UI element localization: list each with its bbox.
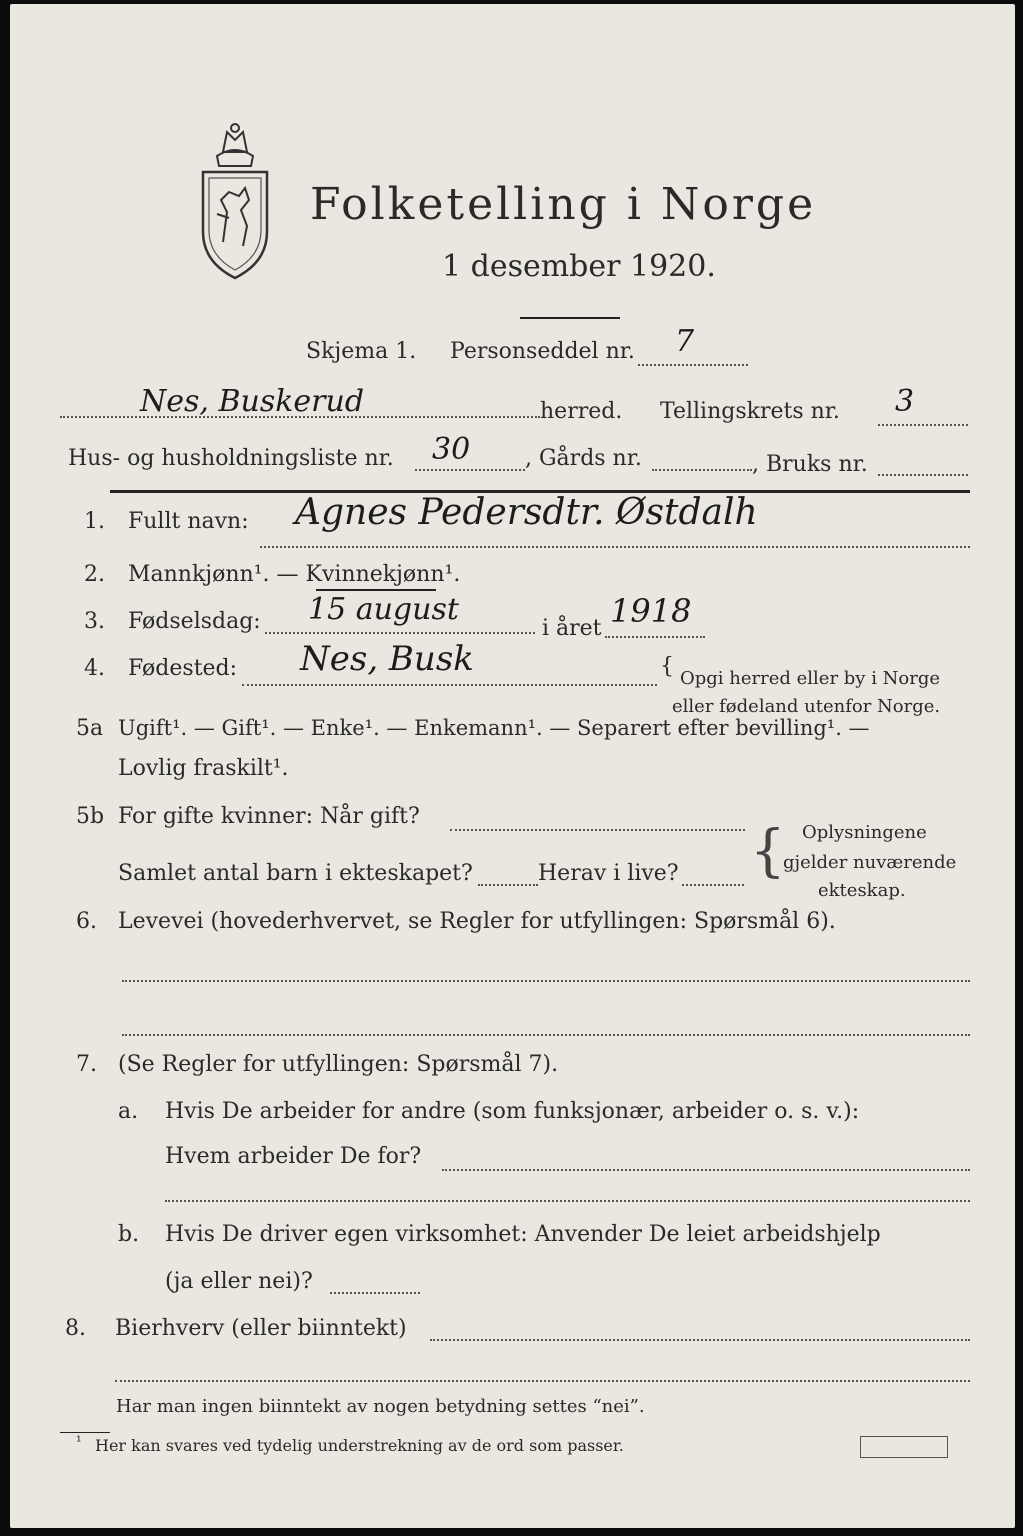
q4-birthplace-value: Nes, Busk bbox=[300, 639, 474, 679]
q7-label: (Se Regler for utfyllingen: Spørsmål 7). bbox=[118, 1052, 559, 1077]
norway-coat-of-arms-icon bbox=[193, 122, 277, 282]
q5a-options-line2: Lovlig fraskilt¹. bbox=[118, 756, 289, 781]
q7b-number: b. bbox=[118, 1222, 140, 1247]
census-form-page bbox=[10, 4, 1015, 1528]
q5b-note-line2: gjelder nuværende bbox=[783, 852, 957, 873]
q7a-number: a. bbox=[118, 1099, 139, 1124]
q6-line1 bbox=[122, 980, 970, 982]
footnote-mark: ¹ bbox=[76, 1434, 82, 1450]
q5a-number: 5a bbox=[76, 716, 104, 741]
q5b-children-line bbox=[478, 884, 538, 886]
q8-note: Har man ingen biinntekt av nogen betydning settes “nei”. bbox=[116, 1396, 645, 1417]
tellingskrets-label: Tellingskrets nr. bbox=[660, 399, 840, 424]
q3-label: Fødselsdag: bbox=[128, 609, 261, 634]
q2-number: 2. bbox=[84, 562, 105, 587]
q5b-when-married-line bbox=[450, 829, 745, 831]
personseddel-value: 7 bbox=[675, 324, 695, 359]
q8-number: 8. bbox=[65, 1316, 86, 1341]
q1-line bbox=[260, 546, 970, 548]
q6-number: 6. bbox=[76, 909, 97, 934]
q6-line2 bbox=[122, 1034, 970, 1036]
tellingskrets-line bbox=[878, 424, 968, 426]
q7b-answer-line bbox=[330, 1292, 420, 1294]
q7a-line2: Hvem arbeider De for? bbox=[165, 1144, 422, 1169]
title-divider bbox=[520, 317, 620, 319]
q4-note-line2: eller fødeland utenfor Norge. bbox=[672, 696, 941, 717]
gards-line bbox=[652, 469, 752, 471]
q4-label: Fødested: bbox=[128, 656, 238, 681]
herred-label: herred. bbox=[540, 399, 623, 424]
q7b-line1: Hvis De driver egen virksomhet: Anvender De leiet arbeidshjelp bbox=[165, 1222, 881, 1247]
q8-answer-line2 bbox=[115, 1380, 970, 1382]
q2-underline-kvinnekjonn bbox=[316, 589, 436, 591]
q5a-options: Ugift¹. — Gift¹. — Enke¹. — Enkemann¹. — Separert efter bevilling¹. — bbox=[118, 716, 870, 740]
q7a-answer-line1 bbox=[442, 1169, 970, 1171]
q4-note-line1: Opgi herred eller by i Norge bbox=[680, 668, 941, 689]
q3-number: 3. bbox=[84, 609, 105, 634]
q3-year-line bbox=[605, 636, 705, 638]
footnote-divider bbox=[60, 1432, 110, 1433]
q8-label: Bierhverv (eller biinntekt) bbox=[115, 1316, 407, 1341]
q1-number: 1. bbox=[84, 509, 105, 534]
q5b-children-alive: Herav i live? bbox=[538, 861, 679, 886]
herred-value: Nes, Buskerud bbox=[140, 384, 365, 419]
q3-year-label: i året bbox=[542, 616, 602, 641]
schema-label: Skjema 1. bbox=[306, 339, 417, 364]
husliste-label: Hus- og husholdningsliste nr. bbox=[68, 446, 394, 471]
q7a-answer-line2 bbox=[165, 1200, 970, 1202]
q8-answer-line1 bbox=[430, 1339, 970, 1341]
q6-label: Levevei (hovederhvervet, se Regler for utfyllingen: Spørsmål 6). bbox=[118, 909, 836, 934]
q3-birthdate-value: 15 august bbox=[308, 592, 459, 627]
husliste-line bbox=[415, 469, 525, 471]
q5b-note-line3: ekteskap. bbox=[818, 880, 906, 901]
q5b-number: 5b bbox=[76, 804, 105, 829]
q3-year-value: 1918 bbox=[610, 592, 692, 630]
q5b-when-married: For gifte kvinner: Når gift? bbox=[118, 804, 420, 829]
personseddel-line bbox=[638, 364, 748, 366]
form-date: 1 desember 1920. bbox=[442, 249, 716, 284]
herred-line bbox=[60, 416, 540, 418]
personseddel-label: Personseddel nr. bbox=[450, 339, 635, 364]
q5b-alive-line bbox=[682, 884, 744, 886]
q1-full-name-value: Agnes Pedersdtr. Østdalh bbox=[295, 492, 758, 533]
q2-label: Mannkjønn¹. — Kvinnekjønn¹. bbox=[128, 562, 461, 587]
q4-brace: { bbox=[660, 654, 674, 679]
q7a-line1: Hvis De arbeider for andre (som funksjonær, arbeider o. s. v.): bbox=[165, 1099, 860, 1124]
tellingskrets-value: 3 bbox=[895, 384, 915, 419]
q5b-note-line1: Oplysningene bbox=[802, 822, 927, 843]
q5b-children-total: Samlet antal barn i ekteskapet? bbox=[118, 861, 473, 886]
footnote-text: Her kan svares ved tydelig understrekning av de ord som passer. bbox=[95, 1436, 624, 1455]
q7-number: 7. bbox=[76, 1052, 97, 1077]
q4-number: 4. bbox=[84, 656, 105, 681]
bruks-label: , Bruks nr. bbox=[752, 452, 868, 477]
q4-line bbox=[242, 684, 657, 686]
printer-stamp bbox=[860, 1436, 948, 1458]
husliste-value: 30 bbox=[432, 432, 471, 467]
q7b-line2: (ja eller nei)? bbox=[165, 1269, 313, 1294]
bruks-line bbox=[878, 474, 968, 476]
gards-label: , Gårds nr. bbox=[525, 446, 642, 471]
form-title: Folketelling i Norge bbox=[310, 179, 817, 230]
q3-line bbox=[265, 632, 535, 634]
q5b-brace: { bbox=[750, 819, 786, 884]
q1-label: Fullt navn: bbox=[128, 509, 249, 534]
